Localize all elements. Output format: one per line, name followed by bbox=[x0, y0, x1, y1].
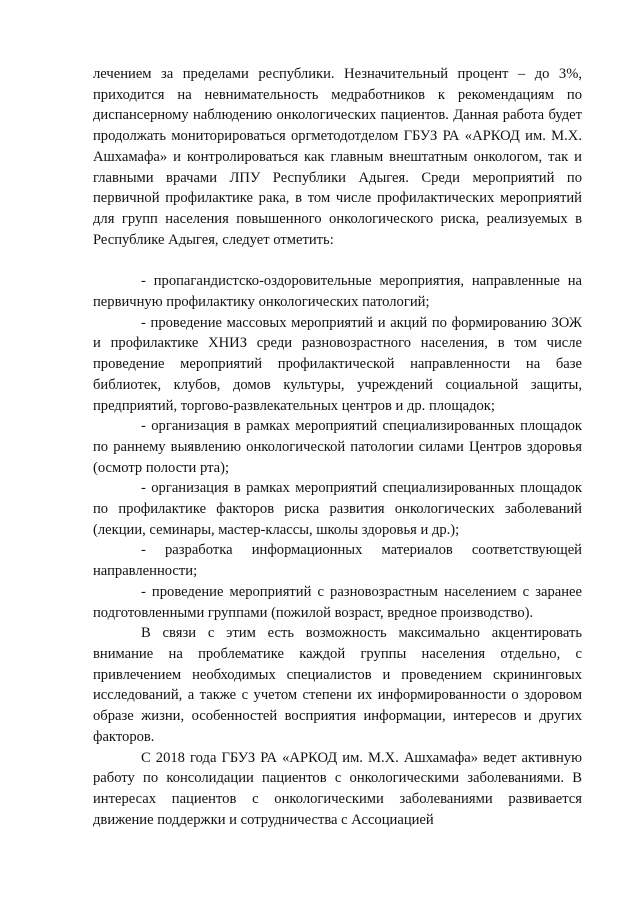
list-item-risk-factors: - организация в рамках мероприятий специализированных площадок по профилактике факторов риска развития онкологических заболеваний (лекции, семинары, мастер-классы, школы здоровья и др.); bbox=[93, 480, 582, 538]
list-item-age-groups: - проведение мероприятий с разновозрастным населением с заранее подготовленными группами (пожилой возраст, вредное производство). bbox=[93, 583, 582, 621]
paragraph-spacer bbox=[93, 250, 582, 271]
list-item-info-materials: - разработка информационных материалов соответствующей направленности; bbox=[93, 542, 582, 580]
list-item-mass-events: - проведение массовых мероприятий и акций по формированию ЗОЖ и профилактике ХНИЗ среди разновозрастного населения, в том числе проведение мероприятий профилактической направленности на базе библиотек, клубов, домов культуры, учреждений социальной защиты, предприятий, торгово-развлекательных центров и др. площадок; bbox=[93, 314, 582, 414]
list-item-early-detection: - организация в рамках мероприятий специализированных площадок по раннему выявлению онкологической патологии силами Центров здоровья (осмотр полости рта); bbox=[93, 418, 582, 476]
paragraph-since-2018: С 2018 года ГБУЗ РА «АРКОД им. М.Х. Ашхамафа» ведет активную работу по консолидации пациентов с онкологическими заболеваниями. В интересах пациентов с онкологическими заболеваниями развивается движение поддержки и сотрудничества с Ассоциацией bbox=[93, 749, 582, 828]
paragraph-focus: В связи с этим есть возможность максимально акцентировать внимание на проблематике каждой группы населения отдельно, с привлечением необходимых специалистов и проведением скрининговых исследований, а также с учетом степени их информированности о здоровом образе жизни, особенностей восприятия информации, интересов и других факторов. bbox=[93, 625, 582, 745]
list-item-propaganda: - пропагандистско-оздоровительные мероприятия, направленные на первичную профилактику онкологических патологий; bbox=[93, 273, 582, 311]
paragraph-intro: лечением за пределами республики. Незначительный процент – до 3%, приходится на невнимательность медработников к рекомендациям по диспансерному наблюдению онкологических пациентов. Данная работа будет продолжать мониторироваться оргметодотделом ГБУЗ РА «АРКОД им. М.Х. Ашхамафа» и контролироваться как главным внештатным онкологом, так и главными врачами ЛПУ Республики Адыгея. Среди мероприятий по первичной профилактике рака, в том числе профилактических мероприятий для групп населения повышенного онкологического риска, реализуемых в Республике Адыгея, следует отметить: bbox=[93, 66, 582, 248]
